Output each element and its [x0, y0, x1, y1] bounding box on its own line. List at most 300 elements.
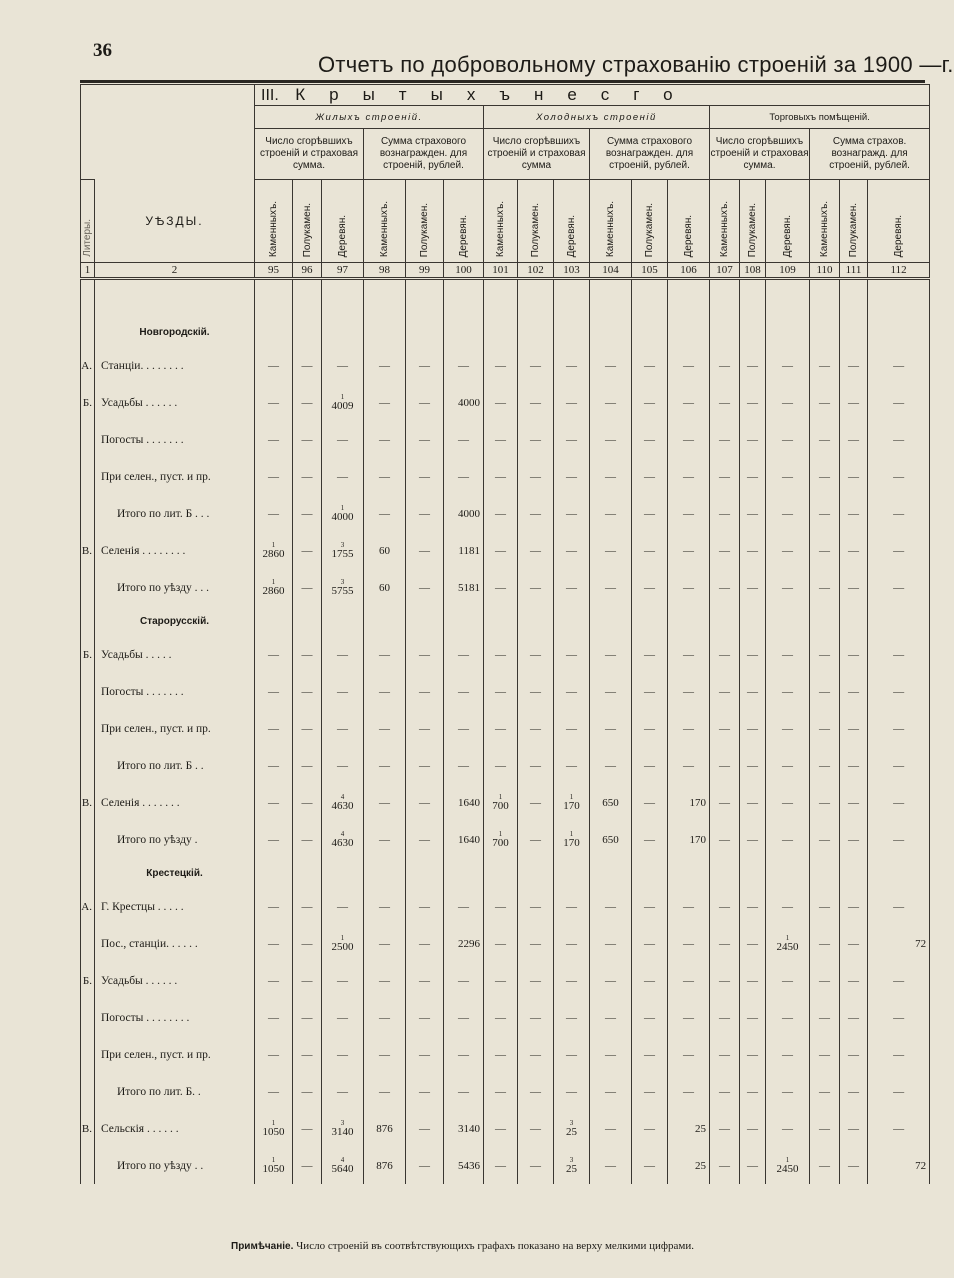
column-number: 100: [444, 263, 484, 279]
litera-cell: В.: [81, 784, 95, 821]
insured-sum: 170: [563, 836, 580, 849]
empty-dash: —: [590, 925, 632, 962]
insured-sum: 4630: [331, 836, 354, 849]
table-row: [81, 569, 930, 606]
empty-dash: —: [406, 999, 444, 1036]
empty-dash: —: [293, 821, 322, 858]
empty-dash: —: [322, 1073, 364, 1110]
page-number: 36: [93, 40, 112, 61]
insured-sum: 2860: [262, 547, 285, 560]
table-row: [81, 962, 930, 999]
litera-cell: [81, 458, 95, 495]
insured-sum: 25: [566, 1162, 577, 1175]
col-wooden-header: Деревян.: [868, 180, 930, 263]
litera-cell: В.: [81, 1110, 95, 1147]
empty-dash: —: [255, 1073, 293, 1110]
value-cell: [766, 925, 810, 962]
empty-dash: —: [740, 636, 766, 673]
empty-dash: —: [322, 458, 364, 495]
empty-dash: —: [554, 673, 590, 710]
empty-dash: —: [740, 1147, 766, 1184]
value-with-count: [332, 505, 354, 523]
empty-dash: —: [632, 458, 668, 495]
empty-dash: —: [444, 1036, 484, 1073]
table-row: [81, 784, 930, 821]
value-with-count: [566, 1157, 577, 1175]
value-cell: [554, 821, 590, 858]
litera-cell: [81, 673, 95, 710]
empty-dash: —: [484, 421, 518, 458]
table-row: [81, 747, 930, 784]
col-semistone-header: Полукамен.: [740, 180, 766, 263]
empty-dash: —: [840, 821, 868, 858]
empty-dash: —: [322, 999, 364, 1036]
empty-dash: —: [406, 347, 444, 384]
col-semistone-header: Полукамен.: [293, 180, 322, 263]
row-label: Итого по лит. Б . . .: [95, 495, 255, 532]
value-cell: 5436: [444, 1147, 484, 1184]
empty-dash: —: [868, 1073, 930, 1110]
empty-dash: —: [810, 1147, 840, 1184]
empty-dash: —: [710, 495, 740, 532]
empty-dash: —: [868, 821, 930, 858]
empty-dash: —: [255, 421, 293, 458]
subgroup-burned-count: Число сгорѣвшихъ строеній и страховая сумма: [484, 129, 590, 180]
insured-sum: 700: [492, 799, 509, 812]
row-label: При селен., пуст. и пр.: [95, 458, 255, 495]
empty-dash: —: [710, 569, 740, 606]
subgroup-payout: Сумма страхового вознагражден. для строеній, рублей.: [590, 129, 710, 180]
empty-dash: —: [740, 710, 766, 747]
empty-dash: —: [484, 347, 518, 384]
empty-dash: —: [868, 384, 930, 421]
row-label: Усадьбы . . . . . .: [95, 384, 255, 421]
empty-dash: —: [810, 710, 840, 747]
empty-dash: —: [322, 673, 364, 710]
subgroup-payout: Сумма страхового вознагражден. для строеній, рублей.: [364, 129, 484, 180]
empty-dash: —: [484, 384, 518, 421]
building-count: 3: [340, 540, 345, 549]
empty-dash: —: [810, 347, 840, 384]
empty-dash: —: [406, 1110, 444, 1147]
empty-dash: —: [293, 1036, 322, 1073]
row-label: Станціи. . . . . . . .: [95, 347, 255, 384]
value-cell: [322, 821, 364, 858]
empty-dash: —: [810, 888, 840, 925]
empty-dash: —: [632, 821, 668, 858]
empty-dash: —: [255, 999, 293, 1036]
empty-dash: —: [518, 495, 554, 532]
empty-dash: —: [810, 1036, 840, 1073]
empty-dash: —: [484, 999, 518, 1036]
empty-dash: —: [518, 1110, 554, 1147]
empty-dash: —: [322, 747, 364, 784]
empty-dash: —: [590, 569, 632, 606]
building-count: 3: [340, 577, 345, 586]
empty-dash: —: [810, 458, 840, 495]
footnote-text: Число строеній въ соотвѣтствующихъ графахъ показано на верху мелкими цифрами.: [296, 1240, 694, 1252]
empty-dash: —: [868, 495, 930, 532]
empty-dash: —: [868, 673, 930, 710]
value-with-count: [563, 794, 580, 812]
empty-dash: —: [518, 673, 554, 710]
value-with-count: [332, 1120, 354, 1138]
empty-dash: —: [668, 925, 710, 962]
insured-sum: 5755: [331, 584, 354, 597]
empty-dash: —: [590, 1036, 632, 1073]
empty-dash: —: [710, 784, 740, 821]
empty-dash: —: [868, 784, 930, 821]
empty-dash: —: [840, 636, 868, 673]
empty-dash: —: [554, 747, 590, 784]
col-wooden-header: Деревян.: [766, 180, 810, 263]
insured-sum: 1050: [262, 1125, 285, 1138]
empty-dash: —: [322, 962, 364, 999]
litera-cell: [81, 710, 95, 747]
empty-dash: —: [484, 1036, 518, 1073]
subgroup-payout: Сумма страхов. вознагражд. для строеній, рублей.: [810, 129, 930, 180]
district-heading-row: [81, 858, 930, 888]
row-label: Селенія . . . . . . . .: [95, 532, 255, 569]
empty-dash: —: [255, 347, 293, 384]
empty-dash: —: [293, 1110, 322, 1147]
empty-dash: —: [840, 569, 868, 606]
empty-dash: —: [632, 710, 668, 747]
section-header: [255, 85, 930, 106]
empty-dash: —: [810, 962, 840, 999]
empty-dash: —: [293, 569, 322, 606]
empty-dash: —: [322, 636, 364, 673]
table-row: [81, 1110, 930, 1147]
empty-dash: —: [444, 1073, 484, 1110]
empty-dash: —: [484, 1147, 518, 1184]
col-stone-header: Каменныхъ.: [810, 180, 840, 263]
empty-dash: —: [444, 636, 484, 673]
building-count: 4: [340, 829, 345, 838]
empty-dash: —: [406, 1147, 444, 1184]
table-row: [81, 673, 930, 710]
empty-dash: —: [668, 458, 710, 495]
row-label: Погосты . . . . . . .: [95, 421, 255, 458]
value-with-count: [777, 1157, 799, 1175]
empty-dash: —: [668, 532, 710, 569]
insured-sum: 25: [566, 1125, 577, 1138]
empty-dash: —: [293, 1073, 322, 1110]
empty-dash: —: [632, 999, 668, 1036]
empty-dash: —: [406, 747, 444, 784]
empty-dash: —: [710, 384, 740, 421]
empty-dash: —: [484, 888, 518, 925]
empty-dash: —: [364, 673, 406, 710]
empty-dash: —: [518, 421, 554, 458]
litera-cell: [81, 925, 95, 962]
empty-dash: —: [840, 1073, 868, 1110]
litera-cell: Б.: [81, 962, 95, 999]
empty-dash: —: [518, 384, 554, 421]
empty-dash: —: [766, 495, 810, 532]
empty-dash: —: [590, 747, 632, 784]
litera-cell: [81, 999, 95, 1036]
empty-dash: —: [740, 925, 766, 962]
building-count: 1: [498, 792, 503, 801]
insured-sum: 2860: [262, 584, 285, 597]
col-semistone-header: Полукамен.: [840, 180, 868, 263]
value-with-count: [492, 794, 509, 812]
empty-dash: —: [518, 962, 554, 999]
value-cell: 876: [364, 1110, 406, 1147]
empty-dash: —: [840, 1110, 868, 1147]
insured-sum: 1050: [262, 1162, 285, 1175]
empty-dash: —: [554, 925, 590, 962]
litera-cell: [81, 821, 95, 858]
value-with-count: [777, 935, 799, 953]
empty-dash: —: [668, 888, 710, 925]
empty-dash: —: [322, 710, 364, 747]
row-label: Селенія . . . . . . .: [95, 784, 255, 821]
empty-dash: —: [554, 495, 590, 532]
table-row: [81, 495, 930, 532]
empty-dash: —: [364, 347, 406, 384]
empty-dash: —: [766, 458, 810, 495]
value-with-count: [332, 794, 354, 812]
value-cell: [554, 1147, 590, 1184]
empty-dash: —: [255, 925, 293, 962]
building-count: 1: [271, 540, 276, 549]
empty-dash: —: [484, 925, 518, 962]
empty-dash: —: [840, 999, 868, 1036]
empty-dash: —: [590, 532, 632, 569]
building-count: 3: [569, 1118, 574, 1127]
empty-dash: —: [840, 495, 868, 532]
district-heading-row: [81, 606, 930, 636]
value-cell: [255, 569, 293, 606]
column-number: 110: [810, 263, 840, 279]
empty-dash: —: [668, 384, 710, 421]
empty-dash: —: [518, 532, 554, 569]
empty-dash: —: [484, 710, 518, 747]
empty-dash: —: [364, 888, 406, 925]
empty-dash: —: [444, 747, 484, 784]
row-label: Погосты . . . . . . . .: [95, 999, 255, 1036]
empty-dash: —: [518, 710, 554, 747]
empty-dash: —: [810, 925, 840, 962]
empty-dash: —: [554, 1036, 590, 1073]
empty-dash: —: [840, 710, 868, 747]
empty-dash: —: [710, 1110, 740, 1147]
empty-dash: —: [710, 821, 740, 858]
empty-dash: —: [868, 710, 930, 747]
empty-dash: —: [632, 569, 668, 606]
empty-dash: —: [868, 636, 930, 673]
row-label: Погосты . . . . . . .: [95, 673, 255, 710]
empty-dash: —: [810, 784, 840, 821]
empty-dash: —: [554, 1073, 590, 1110]
litera-cell: А.: [81, 888, 95, 925]
empty-dash: —: [255, 495, 293, 532]
empty-dash: —: [364, 636, 406, 673]
value-cell: [255, 1110, 293, 1147]
litera-cell: [81, 747, 95, 784]
empty-dash: —: [406, 710, 444, 747]
empty-dash: —: [740, 1073, 766, 1110]
empty-dash: —: [632, 784, 668, 821]
empty-dash: —: [710, 1073, 740, 1110]
value-with-count: [332, 394, 354, 412]
empty-dash: —: [444, 421, 484, 458]
value-with-count: [263, 1157, 285, 1175]
empty-dash: —: [590, 1110, 632, 1147]
empty-dash: —: [766, 784, 810, 821]
empty-dash: —: [668, 495, 710, 532]
empty-dash: —: [810, 999, 840, 1036]
empty-dash: —: [740, 1110, 766, 1147]
col-semistone-header: Полукамен.: [518, 180, 554, 263]
row-label: Пос., станціи. . . . . .: [95, 925, 255, 962]
empty-dash: —: [632, 747, 668, 784]
empty-dash: —: [766, 999, 810, 1036]
insured-sum: 4630: [331, 799, 354, 812]
empty-dash: —: [632, 636, 668, 673]
empty-dash: —: [590, 458, 632, 495]
empty-dash: —: [406, 569, 444, 606]
empty-dash: —: [364, 999, 406, 1036]
empty-dash: —: [868, 458, 930, 495]
empty-dash: —: [632, 1147, 668, 1184]
litery-header: Литеры.: [81, 180, 95, 263]
value-cell: 5181: [444, 569, 484, 606]
building-count: 1: [340, 503, 345, 512]
insured-sum: 5640: [331, 1162, 354, 1175]
empty-dash: —: [406, 1036, 444, 1073]
empty-dash: —: [444, 710, 484, 747]
empty-dash: —: [554, 999, 590, 1036]
empty-dash: —: [406, 962, 444, 999]
table-row: [81, 1147, 930, 1184]
empty-dash: —: [766, 532, 810, 569]
empty-dash: —: [484, 495, 518, 532]
value-cell: 4000: [444, 495, 484, 532]
empty-dash: —: [710, 458, 740, 495]
empty-dash: —: [668, 421, 710, 458]
value-with-count: [492, 831, 509, 849]
value-cell: 170: [668, 784, 710, 821]
empty-dash: —: [364, 710, 406, 747]
litera-cell: Б.: [81, 384, 95, 421]
col-stone-header: Каменныхъ.: [484, 180, 518, 263]
empty-dash: —: [632, 532, 668, 569]
empty-dash: —: [590, 495, 632, 532]
value-cell: 25: [668, 1110, 710, 1147]
row-label: Сельскія . . . . . .: [95, 1110, 255, 1147]
empty-dash: —: [518, 821, 554, 858]
building-count: 1: [271, 577, 276, 586]
empty-dash: —: [444, 673, 484, 710]
insured-sum: 1755: [331, 547, 354, 560]
value-with-count: [263, 579, 285, 597]
empty-dash: —: [840, 1036, 868, 1073]
value-cell: 650: [590, 821, 632, 858]
empty-dash: —: [668, 1036, 710, 1073]
empty-dash: —: [364, 1073, 406, 1110]
insured-sum: 170: [563, 799, 580, 812]
empty-dash: —: [518, 747, 554, 784]
empty-dash: —: [406, 673, 444, 710]
empty-dash: —: [840, 925, 868, 962]
empty-dash: —: [766, 962, 810, 999]
group-residential: Жилыхъ строеній.: [255, 106, 484, 129]
column-number: 98: [364, 263, 406, 279]
empty-dash: —: [255, 821, 293, 858]
value-cell: [322, 532, 364, 569]
empty-dash: —: [840, 384, 868, 421]
empty-dash: —: [406, 384, 444, 421]
empty-dash: —: [868, 1110, 930, 1147]
value-cell: [484, 821, 518, 858]
empty-dash: —: [364, 747, 406, 784]
value-with-count: [332, 831, 354, 849]
table-row: [81, 458, 930, 495]
empty-dash: —: [632, 925, 668, 962]
empty-dash: —: [293, 784, 322, 821]
empty-dash: —: [766, 1073, 810, 1110]
empty-dash: —: [554, 888, 590, 925]
litera-cell: [81, 1036, 95, 1073]
row-label: Итого по уѣзду . . .: [95, 569, 255, 606]
empty-dash: —: [518, 999, 554, 1036]
building-count: 1: [340, 933, 345, 942]
empty-dash: —: [740, 458, 766, 495]
column-number: 107: [710, 263, 740, 279]
building-count: 1: [569, 829, 574, 838]
row-label: Итого по уѣзду . .: [95, 1147, 255, 1184]
empty-dash: —: [840, 1147, 868, 1184]
empty-dash: —: [293, 747, 322, 784]
row-label: При селен., пуст. и пр.: [95, 1036, 255, 1073]
empty-dash: —: [484, 962, 518, 999]
empty-dash: —: [364, 1036, 406, 1073]
column-number: 108: [740, 263, 766, 279]
value-with-count: [332, 579, 354, 597]
empty-dash: —: [810, 532, 840, 569]
empty-dash: —: [710, 532, 740, 569]
empty-dash: —: [293, 495, 322, 532]
empty-dash: —: [840, 347, 868, 384]
empty-dash: —: [810, 821, 840, 858]
empty-dash: —: [554, 710, 590, 747]
column-number: 99: [406, 263, 444, 279]
value-cell: 72: [868, 1147, 930, 1184]
empty-dash: —: [868, 999, 930, 1036]
empty-dash: —: [840, 421, 868, 458]
top-rule: [80, 80, 925, 83]
empty-dash: —: [255, 888, 293, 925]
empty-dash: —: [590, 1073, 632, 1110]
empty-dash: —: [322, 1036, 364, 1073]
empty-dash: —: [740, 784, 766, 821]
empty-dash: —: [868, 421, 930, 458]
empty-dash: —: [668, 636, 710, 673]
empty-dash: —: [590, 636, 632, 673]
value-with-count: [263, 542, 285, 560]
empty-dash: —: [406, 495, 444, 532]
value-cell: 60: [364, 532, 406, 569]
col-stone-header: Каменныхъ.: [364, 180, 406, 263]
empty-dash: —: [364, 784, 406, 821]
empty-dash: —: [293, 532, 322, 569]
empty-dash: —: [518, 569, 554, 606]
empty-dash: —: [518, 784, 554, 821]
value-with-count: [563, 831, 580, 849]
